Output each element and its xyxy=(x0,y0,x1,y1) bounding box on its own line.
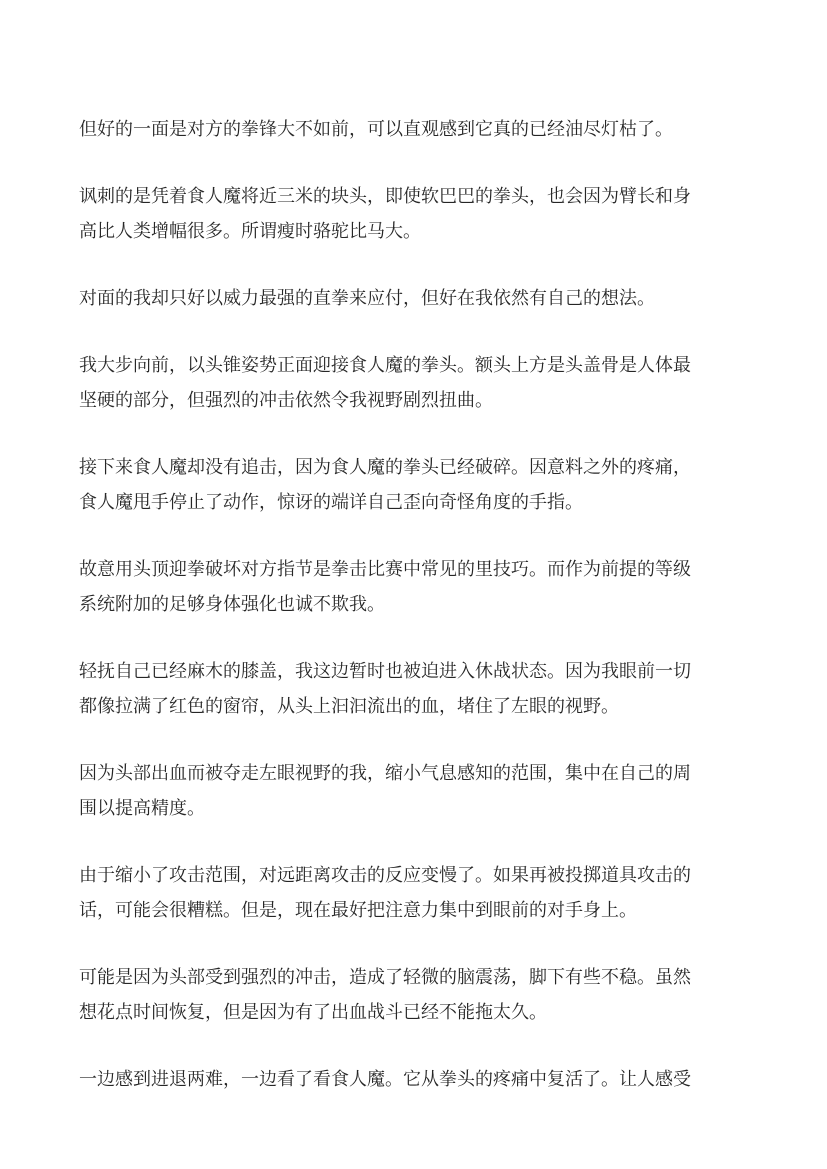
paragraph-line: 一边感到进退两难，一边看了看食人魔。它从拳头的疼痛中复活了。让人感受 xyxy=(79,1069,691,1090)
paragraph xyxy=(79,281,739,316)
paragraph xyxy=(79,179,739,249)
paragraph-line: 由于缩小了攻击范围，对远距离攻击的反应变慢了。如果再被投掷道具攻击的 xyxy=(79,865,691,886)
paragraph-line: 但好的一面是对方的拳锋大不如前，可以直观感到它真的已经油尽灯枯了。 xyxy=(79,119,673,140)
paragraph xyxy=(79,756,739,826)
paragraph-line: 可能是因为头部受到强烈的冲击，造成了轻微的脑震荡，脚下有些不稳。虽然 xyxy=(79,967,691,988)
paragraph-line: 坚硬的部分，但强烈的冲击依然令我视野剧烈扭曲。 xyxy=(79,390,493,411)
document-body xyxy=(79,112,739,1129)
paragraph xyxy=(79,960,739,1030)
paragraph-line: 讽刺的是凭着食人魔将近三米的块头，即使软巴巴的拳头，也会因为臂长和身 xyxy=(79,186,691,207)
paragraph-line: 想花点时间恢复，但是因为有了出血战斗已经不能拖太久。 xyxy=(79,1002,547,1023)
paragraph-line: 对面的我却只好以威力最强的直拳来应付，但好在我依然有自己的想法。 xyxy=(79,288,655,309)
paragraph xyxy=(79,1062,739,1097)
paragraph xyxy=(79,112,739,147)
paragraph-line: 接下来食人魔却没有追击，因为食人魔的拳头已经破碎。因意料之外的疼痛， xyxy=(79,457,691,478)
paragraph-line: 故意用头顶迎拳破坏对方指节是拳击比赛中常见的里技巧。而作为前提的等级 xyxy=(79,559,691,580)
paragraph-line: 轻抚自己已经麻木的膝盖，我这边暂时也被迫进入休战状态。因为我眼前一切 xyxy=(79,661,691,682)
paragraph xyxy=(79,450,739,520)
paragraph xyxy=(79,654,739,724)
paragraph xyxy=(79,552,739,622)
paragraph-line: 围以提高精度。 xyxy=(79,798,205,819)
paragraph-line: 系统附加的足够身体强化也诚不欺我。 xyxy=(79,594,385,615)
paragraph xyxy=(79,348,739,418)
paragraph-line: 高比人类增幅很多。所谓瘦时骆驼比马大。 xyxy=(79,221,421,242)
paragraph xyxy=(79,858,739,928)
paragraph-line: 因为头部出血而被夺走左眼视野的我，缩小气息感知的范围，集中在自己的周 xyxy=(79,763,691,784)
paragraph-line: 食人魔甩手停止了动作，惊讶的端详自己歪向奇怪角度的手指。 xyxy=(79,492,583,513)
paragraph-line: 我大步向前，以头锥姿势正面迎接食人魔的拳头。额头上方是头盖骨是人体最 xyxy=(79,355,691,376)
paragraph-line: 都像拉满了红色的窗帘，从头上汩汩流出的血，堵住了左眼的视野。 xyxy=(79,696,619,717)
paragraph-line: 话，可能会很糟糕。但是，现在最好把注意力集中到眼前的对手身上。 xyxy=(79,900,637,921)
